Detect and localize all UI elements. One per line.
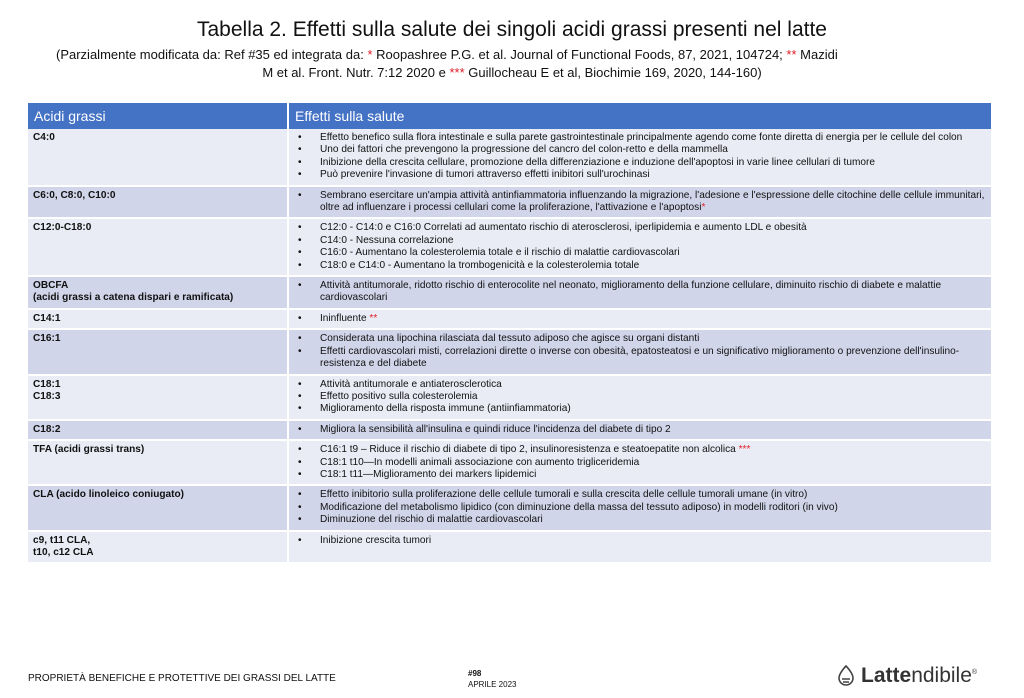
effect-text: Miglioramento della risposta immune (antiinfiammatoria) (320, 403, 571, 415)
subtitle-part-1: (Parzialmente modificata da: Ref #35 ed integrata da: (56, 47, 368, 62)
subtitle-part-3: Mazidi (796, 47, 838, 62)
table-row (28, 485, 991, 530)
reference-asterisk: *** (735, 444, 751, 456)
fatty-acid-label: C18:2 (33, 423, 61, 435)
effect-item (294, 132, 986, 144)
table-row (28, 186, 991, 219)
effects-list (294, 424, 986, 436)
table-row (28, 129, 991, 186)
effect-item (294, 333, 986, 345)
brand-name-part-1: Latte (861, 664, 912, 687)
table-body (28, 129, 991, 563)
effect-item (294, 514, 986, 526)
fatty-acid-cell (28, 440, 288, 485)
fatty-acid-label: C18:3 (33, 390, 61, 402)
fatty-acid-label: C18:1 (33, 378, 61, 390)
header-fatty-acids: Acidi grassi (28, 103, 288, 129)
effects-list (294, 280, 986, 305)
effect-text: Può prevenire l'invasione di tumori attraverso effetti inibitori sull'urochinasi (320, 169, 650, 181)
page-title: Tabella 2. Effetti sulla salute dei singoli acidi grassi presenti nel latte (197, 18, 827, 41)
subtitle-line-1 (56, 47, 838, 62)
effect-item (294, 169, 986, 181)
fatty-acid-label: c9, t11 CLA, (33, 534, 91, 546)
effect-text: Considerata una lipochina rilasciata dal tessuto adiposo che agisce su organi distanti (320, 333, 700, 345)
asterisk-2: ** (786, 47, 797, 62)
subtitle-line-2 (0, 65, 1024, 80)
effect-item (294, 391, 986, 403)
effect-text: C18:0 e C14:0 - Aumentano la trombogenicità e la colesterolemia totale (320, 259, 640, 271)
asterisk-3: *** (449, 65, 465, 80)
effect-text: Effetto benefico sulla flora intestinale e sulla parete gastrointestinale principalmente agendo come fonte diretta di energia per le cellule del colon (320, 132, 963, 143)
effect-text: Uno dei fattori che prevengono la progressione del cancro del colon-retto e della mammella (320, 144, 728, 156)
table-row (28, 420, 991, 440)
table-header-row (28, 103, 991, 129)
effect-text: Ininfluente (320, 312, 367, 324)
effect-item (294, 235, 986, 247)
effect-item (294, 157, 986, 169)
fatty-acids-table (28, 103, 991, 564)
reference-asterisk: * (701, 202, 706, 214)
fatty-acid-cell (28, 531, 288, 564)
health-effects-cell (288, 329, 991, 374)
effects-list (294, 489, 986, 526)
table-row (28, 375, 991, 420)
effect-item (294, 457, 986, 469)
effects-list (294, 379, 986, 416)
effect-item (294, 379, 986, 391)
effects-list (294, 333, 986, 370)
effect-item (294, 502, 986, 514)
effect-text: Migliora la sensibilità all'insulina e quindi riduce l'incidenza del diabete di tipo 2 (320, 423, 671, 435)
effect-item (294, 222, 986, 234)
asterisk-1: * (367, 47, 373, 62)
effect-item (294, 424, 986, 436)
table-row (28, 440, 991, 485)
effects-list (294, 190, 986, 215)
table-row (28, 218, 991, 276)
table-row (28, 531, 991, 564)
effects-list (294, 313, 986, 325)
effect-item (294, 346, 986, 371)
effects-list (294, 222, 986, 272)
effect-text: Diminuzione del rischio di malattie cardiovascolari (320, 514, 543, 526)
effect-item (294, 535, 986, 547)
fatty-acid-label: t10, c12 CLA (33, 546, 94, 558)
fatty-acid-cell (28, 420, 288, 440)
fatty-acid-cell (28, 276, 288, 309)
footer-title: PROPRIETÀ BENEFICHE E PROTETTIVE DEI GRASSI DEL LATTE (28, 673, 336, 684)
effect-text: C18:1 t11—Miglioramento dei markers lipidemici (320, 468, 537, 480)
effect-item (294, 313, 986, 325)
fatty-acid-cell (28, 218, 288, 276)
effect-text: C12:0 - C14:0 e C16:0 Correlati ad aumentato rischio di aterosclerosi, iperlipidemia e aumento LDL e obesità (320, 222, 807, 234)
effect-item (294, 190, 986, 215)
table-row (28, 329, 991, 374)
fatty-acid-label: C4:0 (33, 132, 55, 143)
health-effects-cell (288, 186, 991, 219)
registered-mark: ® (971, 669, 978, 676)
health-effects-cell (288, 129, 991, 186)
reference-asterisk: ** (366, 312, 378, 324)
effect-item (294, 444, 986, 456)
fatty-acid-label: TFA (acidi grassi trans) (33, 444, 145, 456)
effect-item (294, 469, 986, 481)
subtitle-part-2: Roopashree P.G. et al. Journal of Functional Foods, 87, 2021, 104724; (372, 47, 787, 62)
effect-text: Inibizione della crescita cellulare, promozione della differenziazione e induzione dell'apoptosi in varie linee cellulari di tumore (320, 156, 875, 168)
table-row (28, 309, 991, 329)
effect-item (294, 489, 986, 501)
fatty-acid-cell (28, 309, 288, 329)
fatty-acid-label: C16:1 (33, 333, 61, 345)
issue-number: #98 (468, 669, 482, 678)
effect-item (294, 144, 986, 156)
brand-logo (835, 664, 977, 688)
fatty-acid-cell (28, 329, 288, 374)
effects-list (294, 535, 986, 547)
header-health-effects: Effetti sulla salute (288, 103, 991, 129)
effect-text: Modificazione del metabolismo lipidico (con diminuzione della massa del tessuto adiposo) in modelli roditori (in vivo) (320, 501, 838, 513)
milk-drop-icon (835, 664, 857, 688)
effect-item (294, 247, 986, 259)
subtitle-part-5: Guillocheau E et al, Biochimie 169, 2020, 144-160) (464, 65, 762, 80)
effects-list (294, 444, 986, 481)
fatty-acid-cell (28, 186, 288, 219)
effect-text: Attività antitumorale, ridotto rischio di enterocolite nel neonato, miglioramento della funzione cellulare, diminuito rischio di diabete e malattie cardiovascolari (320, 280, 942, 304)
fatty-acid-label: C12:0-C18:0 (33, 222, 92, 234)
fatty-acid-cell (28, 129, 288, 186)
fatty-acid-cell (28, 485, 288, 530)
health-effects-cell (288, 440, 991, 485)
issue-date: APRILE 2023 (468, 680, 517, 689)
fatty-acid-cell (28, 375, 288, 420)
effect-text: Sembrano esercitare un'ampia attività antinfiammatoria influenzando la migrazione, l'adesione e l'espressione delle citochine delle cellule immunitari, oltre ad influenzare i processi cellulari come la proliferazione, l'attivazione e l'apoptosi (320, 189, 985, 214)
table-row (28, 276, 991, 309)
effect-item (294, 403, 986, 415)
effect-item (294, 280, 986, 305)
fatty-acid-label: C14:1 (33, 312, 61, 324)
health-effects-cell (288, 485, 991, 530)
fatty-acid-label: CLA (acido linoleico coniugato) (33, 489, 185, 501)
fatty-acid-label: OBCFA (33, 280, 69, 292)
effect-text: Effetti cardiovascolari misti, correlazioni dirette o inverse con obesità, epatosteatosi e un significativo miglioramento o prevenzione dell'insulino-resistenza e del diabete (320, 345, 960, 370)
effect-text: Inibizione crescita tumori (320, 534, 432, 546)
effect-item (294, 260, 986, 272)
health-effects-cell (288, 375, 991, 420)
fatty-acid-label: (acidi grassi a catena dispari e ramificata) (33, 292, 234, 304)
effect-text: C14:0 - Nessuna correlazione (320, 234, 454, 246)
effects-list (294, 132, 986, 182)
health-effects-cell (288, 531, 991, 564)
health-effects-cell (288, 276, 991, 309)
brand-name (861, 664, 977, 688)
brand-name-part-2: ndibile (911, 664, 972, 687)
effect-text: C16:0 - Aumentano la colesterolemia totale e il rischio di malattie cardiovascolari (320, 247, 680, 259)
health-effects-cell (288, 420, 991, 440)
effect-text: Effetto inibitorio sulla proliferazione delle cellule tumorali e sulla crescita delle cellule tumorali umane (in vitro) (320, 489, 808, 501)
effect-text: C18:1 t10—In modelli animali associazione con aumento trigliceridemia (320, 456, 640, 468)
health-effects-cell (288, 218, 991, 276)
fatty-acid-label: C6:0, C8:0, C10:0 (33, 189, 116, 201)
health-effects-cell (288, 309, 991, 329)
subtitle-part-4: M et al. Front. Nutr. 7:12 2020 e (262, 65, 450, 80)
effect-text: Attività antitumorale e antiaterosclerotica (320, 378, 502, 390)
effect-text: Effetto positivo sulla colesterolemia (320, 390, 478, 402)
effect-text: C16:1 t9 – Riduce il rischio di diabete di tipo 2, insulinoresistenza e steatoepatite non alcolica (320, 444, 736, 456)
